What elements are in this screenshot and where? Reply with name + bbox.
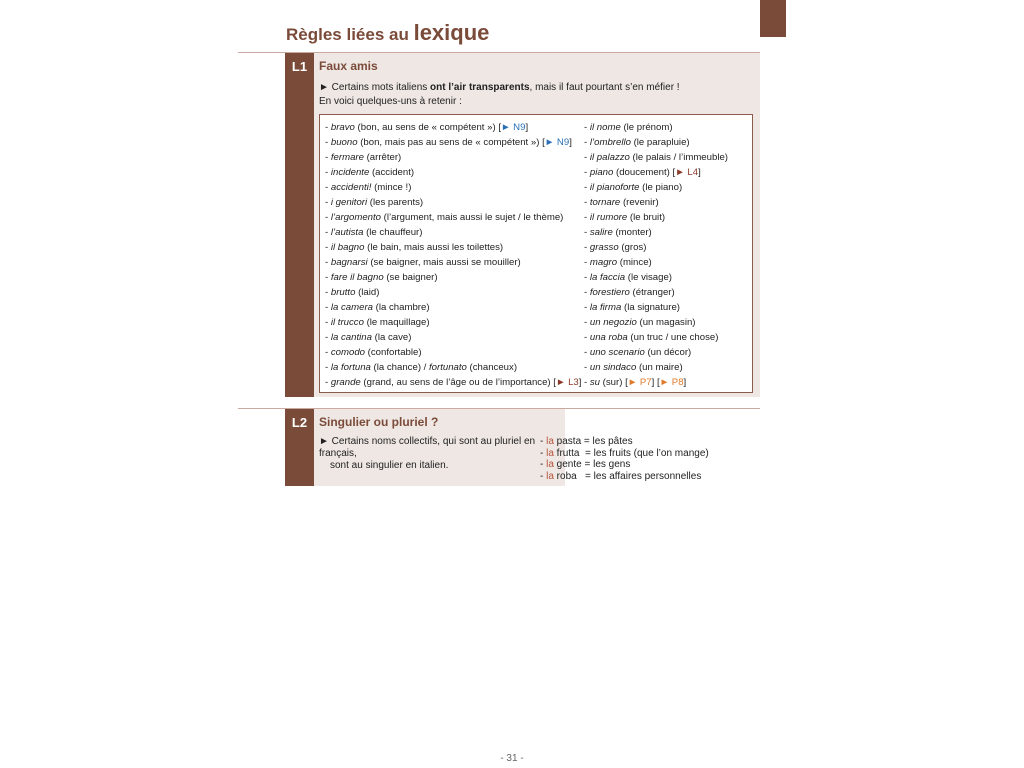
entry-text: (l’argument, mais aussi le sujet / le thème)	[381, 212, 564, 223]
entry-text: (se baigner, mais aussi se mouiller)	[367, 257, 521, 268]
italian-term: grasso	[589, 242, 619, 253]
entry-text: -	[325, 152, 331, 163]
italian-term: incidente	[330, 167, 370, 178]
page-title	[286, 20, 489, 46]
cross-reference-link[interactable]: ► L4	[675, 167, 699, 178]
italian-term: l’autista	[330, 227, 364, 238]
cross-reference-link[interactable]: ► P7	[627, 377, 652, 388]
italian-term: tornare	[589, 197, 621, 208]
entry-text: -	[325, 332, 331, 343]
entry-text: (un truc / une chose)	[627, 332, 719, 343]
italian-term: la fortuna	[330, 362, 371, 373]
entry-text: (doucement) [	[613, 167, 676, 178]
section-l1-intro-line2: En voici quelques-uns à retenir :	[319, 96, 462, 107]
false-friend-entry	[325, 225, 581, 240]
false-friend-entry	[325, 120, 581, 135]
section-l1	[285, 53, 760, 397]
list-dash: -	[540, 447, 547, 459]
entry-text: -	[584, 167, 590, 178]
article: la	[546, 459, 554, 470]
italian-term: piano	[589, 167, 614, 178]
italian-term: l’argomento	[330, 212, 382, 223]
section-l2-intro-line1: ► Certains noms collectifs, qui sont au pluriel en français,	[319, 436, 536, 459]
false-friend-entry	[584, 360, 728, 375]
entry-text: (arrêter)	[363, 152, 402, 163]
entry-text: -	[325, 242, 331, 253]
entry-text: (bon, mais pas au sens de « compétent ») [	[357, 137, 545, 148]
section-l1-intro	[319, 81, 680, 109]
italian-term: una roba	[589, 332, 628, 343]
entry-text: -	[325, 257, 331, 268]
italian-noun: frutta	[553, 447, 580, 459]
entry-text: (laid)	[355, 287, 380, 298]
entry-text: -	[584, 152, 590, 163]
entry-text: ] [	[651, 377, 660, 388]
false-friend-entry	[584, 315, 728, 330]
entry-text: -	[325, 182, 331, 193]
section-l1-intro-line1	[319, 81, 680, 95]
french-meaning: = les pâtes	[581, 436, 633, 447]
entry-text: (le bain, mais aussi les toilettes)	[364, 242, 504, 253]
entry-text: (grand, au sens de l’âge ou de l’importance) [	[360, 377, 556, 388]
entry-text: (mince)	[617, 257, 652, 268]
entry-text: -	[325, 302, 331, 313]
entry-text: (étranger)	[629, 287, 675, 298]
collective-noun-item	[540, 471, 709, 483]
italian-term: il bagno	[330, 242, 365, 253]
italian-term: il pianoforte	[589, 182, 640, 193]
entry-text: (accident)	[369, 167, 415, 178]
section-l2-heading: Singulier ou pluriel ?	[319, 415, 439, 429]
false-friend-entry	[584, 270, 728, 285]
french-meaning: = les fruits (que l’on mange)	[579, 447, 709, 459]
entry-text: -	[584, 227, 590, 238]
entry-text: ]	[569, 137, 572, 148]
intro-text: ► Certains mots italiens	[319, 82, 431, 93]
entry-text: (un maire)	[636, 362, 683, 373]
entry-text: (gros)	[618, 242, 647, 253]
entry-text: -	[584, 317, 590, 328]
entry-text: -	[325, 197, 331, 208]
italian-term: la cantina	[330, 332, 372, 343]
section-l2	[285, 409, 709, 486]
entry-text: -	[584, 257, 590, 268]
false-friend-entry	[325, 315, 581, 330]
french-meaning: = les affaires personnelles	[576, 470, 702, 482]
italian-term: la firma	[589, 302, 622, 313]
entry-text: -	[325, 377, 331, 388]
false-friend-entry	[584, 135, 728, 150]
italian-term: la faccia	[589, 272, 626, 283]
italian-term: il trucco	[330, 317, 364, 328]
entry-text: -	[325, 137, 331, 148]
false-friend-entry	[325, 345, 581, 360]
list-dash: -	[540, 436, 547, 447]
entry-text: -	[584, 332, 590, 343]
cross-reference-link[interactable]: ► L3	[555, 377, 579, 388]
section-l2-intro	[319, 436, 565, 472]
entry-text: -	[325, 272, 331, 283]
page-title-prefix: Règles liées au	[286, 25, 414, 44]
false-friend-entry	[325, 255, 581, 270]
section-l2-label: L2	[285, 409, 314, 486]
entry-text: -	[584, 302, 590, 313]
entry-text: (le prénom)	[620, 122, 673, 133]
section-l1-body	[314, 53, 760, 397]
italian-term: fare il bagno	[330, 272, 384, 283]
false-friend-entry	[584, 345, 728, 360]
entry-text: (la cave)	[371, 332, 412, 343]
entry-text: (le palais / l’immeuble)	[629, 152, 728, 163]
section-l1-label: L1	[285, 53, 314, 397]
entry-text: -	[584, 347, 590, 358]
false-friend-entry	[325, 150, 581, 165]
section-l2-body	[314, 409, 565, 486]
false-friend-entry	[325, 210, 581, 225]
entry-text: (monter)	[612, 227, 652, 238]
entry-text: -	[325, 347, 331, 358]
entry-text: (le visage)	[625, 272, 672, 283]
entry-text: (la chance) /	[370, 362, 430, 373]
false-friend-entry	[325, 300, 581, 315]
entry-text: (le piano)	[639, 182, 683, 193]
italian-term: forestiero	[589, 287, 630, 298]
false-friend-entry	[325, 330, 581, 345]
intro-text: , mais il faut pourtant s’en méfier !	[529, 82, 680, 93]
entry-text: (le chauffeur)	[363, 227, 423, 238]
list-dash: -	[540, 459, 547, 470]
italian-term: i genitori	[330, 197, 368, 208]
false-friend-entry	[584, 120, 728, 135]
italian-term: accidenti!	[330, 182, 372, 193]
cross-reference-link[interactable]: ► N9	[501, 122, 526, 133]
false-friend-entry	[325, 270, 581, 285]
entry-text: (les parents)	[367, 197, 424, 208]
article: la	[546, 470, 554, 482]
italian-term: su	[589, 377, 601, 388]
entry-text: (la signature)	[621, 302, 680, 313]
italian-term: comodo	[330, 347, 366, 358]
entry-text: (un magasin)	[636, 317, 696, 328]
entry-text: -	[325, 122, 331, 133]
article: la	[546, 447, 554, 459]
page-title-main: lexique	[413, 20, 490, 45]
entry-text: -	[584, 212, 590, 223]
entry-text: -	[584, 377, 590, 388]
italian-noun: pasta	[553, 436, 582, 447]
false-friend-entry	[325, 285, 581, 300]
entry-text: (confortable)	[365, 347, 422, 358]
italian-term: un sindaco	[589, 362, 637, 373]
entry-text: ]	[683, 377, 687, 388]
section-l1-heading: Faux amis	[319, 59, 378, 73]
article: la	[546, 436, 554, 447]
collective-noun-item	[540, 459, 709, 471]
false-friend-entry	[584, 375, 728, 390]
false-friend-entry	[584, 255, 728, 270]
false-friend-entry	[584, 300, 728, 315]
entry-text: -	[584, 182, 590, 193]
entry-text: (bon, au sens de « compétent ») [	[354, 122, 502, 133]
entry-text: -	[325, 167, 331, 178]
entry-text: -	[584, 122, 590, 133]
italian-term: fermare	[330, 152, 364, 163]
corner-tab-decoration	[760, 0, 786, 37]
italian-term: brutto	[330, 287, 356, 298]
entry-text: -	[584, 242, 590, 253]
entry-text: -	[584, 137, 590, 148]
cross-reference-link[interactable]: ► N9	[544, 137, 570, 148]
entry-text: ]	[698, 167, 701, 178]
entry-text: -	[584, 272, 590, 283]
false-friend-entry	[584, 330, 728, 345]
entry-text: -	[325, 317, 331, 328]
italian-term: la camera	[330, 302, 373, 313]
page-number: - 31 -	[500, 753, 524, 764]
section-l2-intro-line2: sont au singulier en italien.	[330, 460, 449, 471]
entry-text: -	[584, 287, 590, 298]
entry-text: (un décor)	[644, 347, 692, 358]
entry-text: -	[584, 362, 590, 373]
entry-text: -	[325, 227, 331, 238]
italian-term: l’ombrello	[589, 137, 631, 148]
entry-text: ]	[525, 122, 529, 133]
italian-term: bagnarsi	[330, 257, 368, 268]
false-friend-entry	[325, 165, 581, 180]
entry-text: -	[325, 212, 331, 223]
entry-text: (se baigner)	[383, 272, 438, 283]
entry-text: (sur) [	[600, 377, 628, 388]
collective-nouns-list	[540, 436, 709, 482]
false-friend-entry	[584, 150, 728, 165]
cross-reference-link[interactable]: ► P8	[659, 377, 684, 388]
entry-text: (le parapluie)	[630, 137, 690, 148]
false-friend-entry	[584, 285, 728, 300]
false-friend-entry	[325, 375, 581, 390]
false-friend-entry	[584, 210, 728, 225]
italian-term: il nome	[589, 122, 621, 133]
false-friend-entry	[325, 195, 581, 210]
italian-term: il palazzo	[589, 152, 630, 163]
italian-term: fortunato	[429, 362, 467, 373]
entry-text: (mince !)	[371, 182, 412, 193]
entry-text: (chanceux)	[466, 362, 518, 373]
entry-text: (revenir)	[620, 197, 659, 208]
list-dash: -	[540, 470, 547, 482]
false-friend-entry	[584, 240, 728, 255]
italian-term: grande	[330, 377, 361, 388]
italian-noun: gente	[553, 459, 582, 470]
entry-text: -	[325, 362, 331, 373]
italian-term: buono	[330, 137, 358, 148]
intro-emphasis: ont l’air transparents	[430, 82, 530, 93]
italian-term: magro	[589, 257, 618, 268]
false-friend-entry	[325, 180, 581, 195]
french-meaning: = les gens	[581, 459, 631, 470]
italian-term: salire	[589, 227, 613, 238]
collective-noun-item	[540, 436, 709, 448]
false-friend-entry	[325, 240, 581, 255]
italian-term: un negozio	[589, 317, 637, 328]
entry-text: -	[584, 197, 590, 208]
false-friend-entry	[325, 135, 581, 150]
false-friends-right-column	[584, 120, 728, 390]
entry-text: -	[325, 287, 331, 298]
entry-text: (le bruit)	[627, 212, 666, 223]
false-friend-entry	[325, 360, 581, 375]
italian-noun: roba	[553, 470, 577, 482]
false-friends-box	[319, 114, 753, 393]
italian-term: bravo	[330, 122, 355, 133]
false-friends-left-column	[325, 120, 581, 390]
entry-text: (la chambre)	[373, 302, 430, 313]
entry-text: ]	[578, 377, 582, 388]
false-friend-entry	[584, 225, 728, 240]
italian-term: il rumore	[589, 212, 628, 223]
false-friend-entry	[584, 195, 728, 210]
italian-term: uno scenario	[589, 347, 645, 358]
false-friend-entry	[584, 180, 728, 195]
entry-text: (le maquillage)	[363, 317, 430, 328]
false-friend-entry	[584, 165, 728, 180]
collective-noun-item	[540, 448, 709, 460]
